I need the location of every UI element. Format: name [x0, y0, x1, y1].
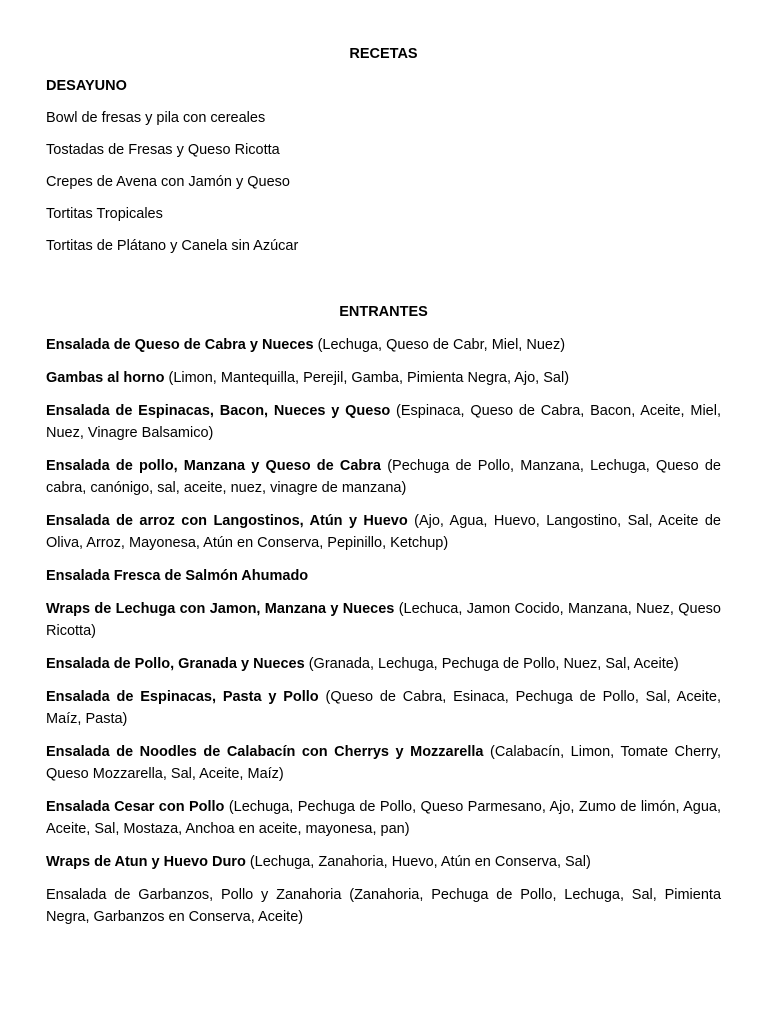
recipe-name: Gambas al horno — [46, 370, 165, 386]
desayuno-item: Tortitas Tropicales — [46, 206, 163, 222]
section-heading-entrantes: ENTRANTES — [339, 304, 428, 320]
recipe-item — [46, 741, 721, 785]
recipe-name: Ensalada de Queso de Cabra y Nueces — [46, 337, 314, 353]
recipe-ingredients: (Lechuga, Pechuga de Pollo, Queso Parmesano, Ajo, Zumo de limón, Agua, Aceite, Sal, Mostaza, Anchoa en aceite, mayonesa, pan) — [46, 799, 721, 837]
desayuno-item: Tortitas de Plátano y Canela sin Azúcar — [46, 238, 299, 254]
section-heading-desayuno: DESAYUNO — [46, 78, 127, 94]
recipe-ingredients: (Espinaca, Queso de Cabra, Bacon, Aceite, Miel, Nuez, Vinagre Balsamico) — [46, 403, 721, 441]
recipe-ingredients: (Limon, Mantequilla, Perejil, Gamba, Pimienta Negra, Ajo, Sal) — [168, 370, 570, 386]
recipe-item — [46, 400, 721, 444]
recipe-item — [46, 686, 721, 730]
recipe-ingredients: (Queso de Cabra, Esinaca, Pechuga de Pollo, Sal, Aceite, Maíz, Pasta) — [46, 689, 722, 727]
recipe-item — [46, 334, 721, 356]
recipe-name: Ensalada de pollo, Manzana y Queso de Cabra — [46, 458, 382, 474]
recipe-name: Ensalada de Noodles de Calabacín con Cherrys y Mozzarella — [46, 744, 484, 760]
recipe-ingredients: (Lechuga, Queso de Cabr, Miel, Nuez) — [317, 337, 566, 353]
recipe-ingredients: (Calabacín, Limon, Tomate Cherry, Queso Mozzarella, Sal, Aceite, Maíz) — [46, 744, 721, 782]
recipe-ingredients: (Lechuca, Jamon Cocido, Manzana, Nuez, Queso Ricotta) — [46, 601, 721, 639]
recipe-name: Ensalada de Pollo, Granada y Nueces — [46, 656, 305, 672]
recipe-name: Ensalada de arroz con Langostinos, Atún y Huevo — [46, 513, 408, 529]
recipe-ingredients: (Pechuga de Pollo, Manzana, Lechuga, Queso de cabra, canónigo, sal, aceite, nuez, vinagre de manzana) — [46, 458, 721, 496]
recipe-item — [46, 653, 721, 675]
desayuno-item: Bowl de fresas y pila con cereales — [46, 110, 266, 126]
recipe-ingredients: (Granada, Lechuga, Pechuga de Pollo, Nuez, Sal, Aceite) — [308, 656, 679, 672]
document-page — [46, 44, 721, 939]
recipe-ingredients: (Lechuga, Zanahoria, Huevo, Atún en Conserva, Sal) — [249, 854, 591, 870]
recipe-item — [46, 598, 721, 642]
recipe-ingredients: (Ajo, Agua, Huevo, Langostino, Sal, Aceite de Oliva, Arroz, Mayonesa, Atún en Conserva, Pepinillo, Ketchup) — [46, 513, 721, 551]
recipe-ingredients: (Zanahoria, Pechuga de Pollo, Lechuga, Sal, Pimienta Negra, Garbanzos en Conserva, Aceite) — [46, 887, 722, 925]
desayuno-item: Crepes de Avena con Jamón y Queso — [46, 174, 290, 190]
recipe-item — [46, 851, 721, 873]
recipe-name: Wraps de Atun y Huevo Duro — [46, 854, 246, 870]
recipe-name: Ensalada de Espinacas, Pasta y Pollo — [46, 689, 319, 705]
recipe-item — [46, 565, 721, 587]
recipe-item — [46, 510, 721, 554]
recipe-item — [46, 455, 721, 499]
recipe-name: Ensalada de Garbanzos, Pollo y Zanahoria — [46, 887, 342, 903]
recipe-name: Ensalada Fresca de Salmón Ahumado — [46, 568, 309, 584]
recipe-name: Ensalada de Espinacas, Bacon, Nueces y Queso — [46, 403, 391, 419]
recipe-item — [46, 884, 721, 928]
recipe-item — [46, 796, 721, 840]
document-title: RECETAS — [349, 46, 418, 62]
recipe-name: Wraps de Lechuga con Jamon, Manzana y Nueces — [46, 601, 395, 617]
desayuno-item: Tostadas de Fresas y Queso Ricotta — [46, 142, 280, 158]
section-entrantes — [46, 302, 721, 928]
recipe-item — [46, 367, 721, 389]
recipe-name: Ensalada Cesar con Pollo — [46, 799, 225, 815]
